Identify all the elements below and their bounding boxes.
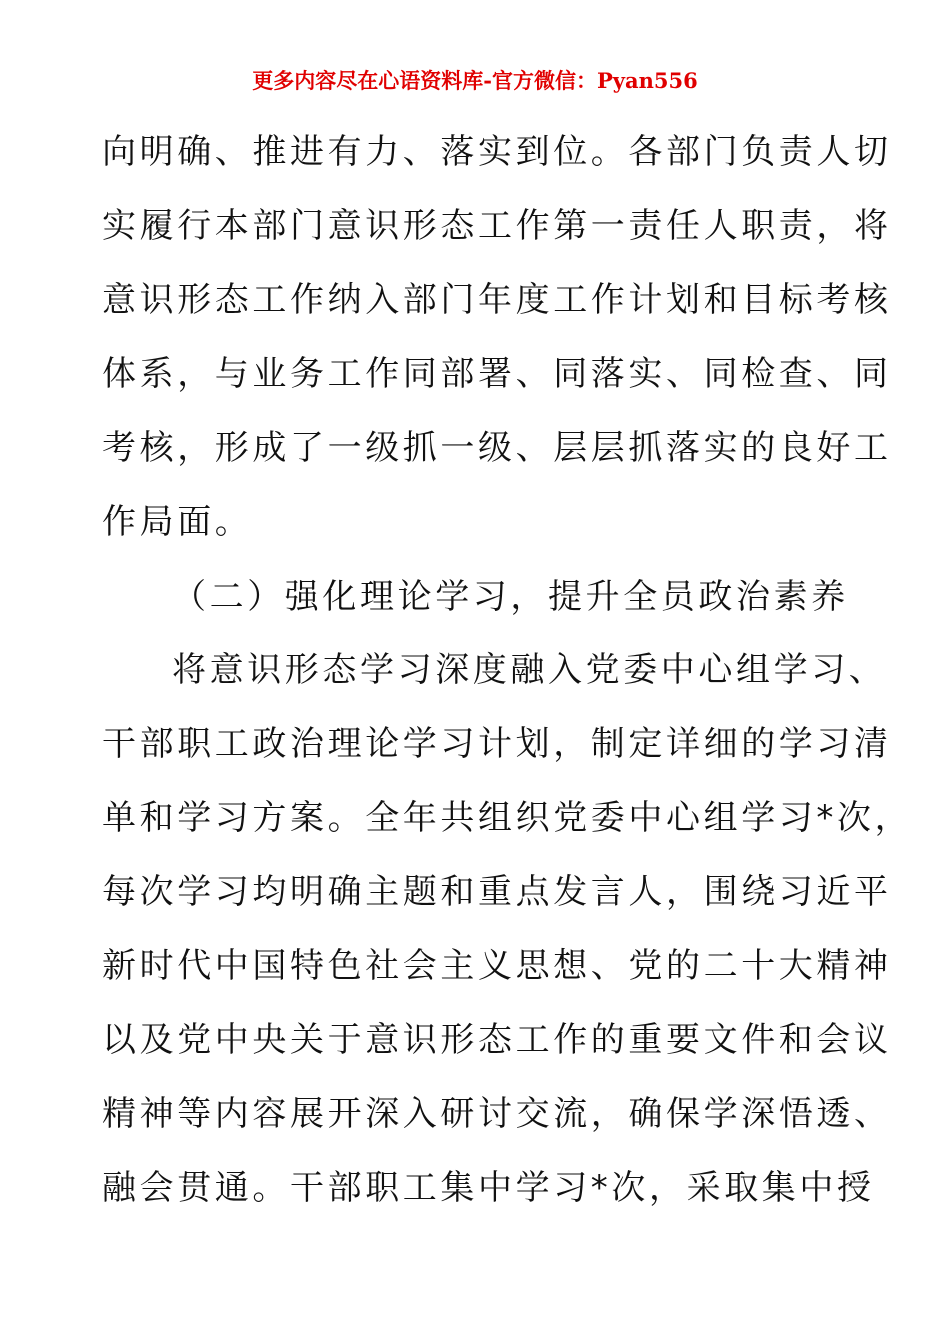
watermark-header: 更多内容尽在心语资料库-官方微信：Pyan556	[252, 68, 698, 93]
text-line: 考核，形成了一级抓一级、层层抓落实的良好工	[102, 428, 892, 468]
text-line: 每次学习均明确主题和重点发言人，围绕习近平	[102, 872, 892, 912]
section-heading: （二）强化理论学习，提升全员政治素养	[172, 577, 849, 617]
text-line: 体系，与业务工作同部署、同落实、同检查、同	[102, 354, 892, 394]
text-line: 单和学习方案。全年共组织党委中心组学习*次，	[102, 798, 913, 838]
text-line: 新时代中国特色社会主义思想、党的二十大精神	[102, 946, 892, 986]
text-line: 精神等内容展开深入研讨交流，确保学深悟透、	[102, 1094, 892, 1134]
text-line: 作局面。	[102, 502, 253, 542]
text-line: 以及党中央关于意识形态工作的重要文件和会议	[102, 1020, 892, 1060]
text-line: 干部职工政治理论学习计划，制定详细的学习清	[102, 724, 892, 764]
text-line: 向明确、推进有力、落实到位。各部门负责人切	[102, 132, 892, 172]
text-line: 将意识形态学习深度融入党委中心组学习、	[172, 650, 887, 690]
text-line: 融会贯通。干部职工集中学习*次，采取集中授	[102, 1168, 875, 1208]
text-line: 意识形态工作纳入部门年度工作计划和目标考核	[102, 280, 892, 320]
text-line: 实履行本部门意识形态工作第一责任人职责，将	[102, 206, 892, 246]
